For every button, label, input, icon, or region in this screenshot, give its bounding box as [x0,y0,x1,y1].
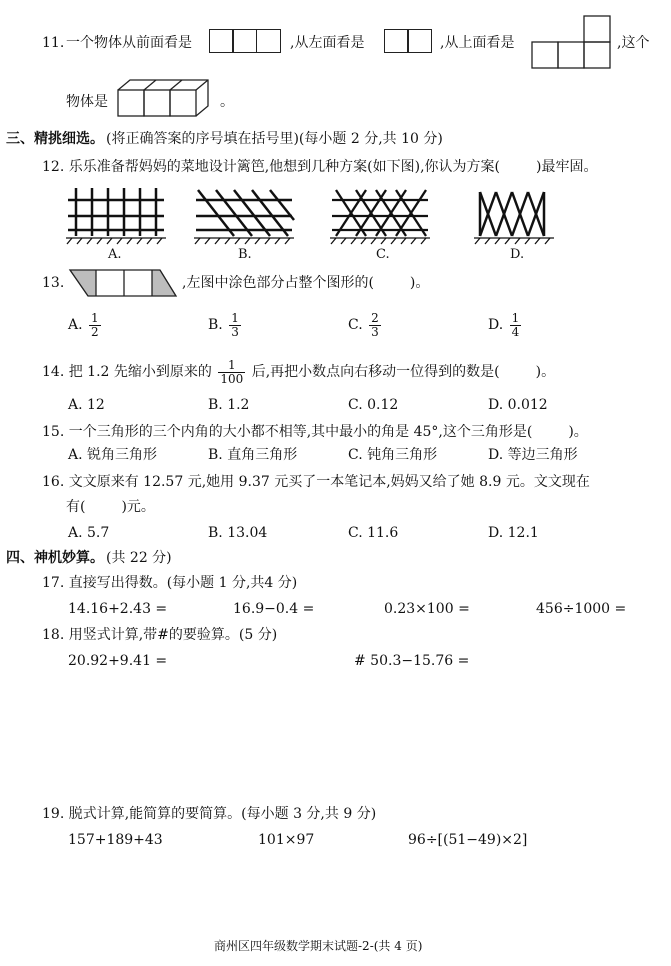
q17-item: 456÷1000 = [536,601,627,617]
fence-d-label: D. [510,247,525,262]
fence-b-label: B. [238,247,252,262]
page-footer: 商州区四年级数学期末试题-2-(共 4 页) [214,939,423,953]
q16-option-a: A. 5.7 [68,525,110,541]
fence-a-figure [62,186,172,246]
q17-item: 14.16+2.43 = [68,601,168,617]
q15-option-d: D. 等边三角形 [488,447,578,463]
q14-text: 14. 把 1.2 先缩小到原来的 $\frac{1}{100}$ 后,再把小数点向右移动一位得到的数是( )。 [42,358,556,386]
q11-number: 11. [42,35,65,51]
q14-option-a: A. 12 [68,397,105,413]
q19-text: 19. 脱式计算,能简算的要简算。(每小题 3 分,共 9 分) [42,806,377,822]
q11-text-top: ,从上面看是 [440,35,515,51]
q14-option-b: B. 1.2 [208,397,250,413]
q17-item: 16.9−0.4 = [233,601,315,617]
q13-option-d: D. $\frac{1}{4}$ [488,311,520,339]
q17-item: 0.23×100 = [384,601,470,617]
q11-text-left: ,从左面看是 [290,35,365,51]
q13-text: ,左图中涂色部分占整个图形的( )。 [182,275,430,291]
section4-desc: (共 22 分) [106,550,172,566]
q15-text: 15. 一个三角形的三个内角的大小都不相等,其中最小的角是 45°,这个三角形是( )。 [42,424,588,440]
q15-option-b: B. 直角三角形 [208,447,298,463]
q16-text: 16. 文文原来有 12.57 元,她用 9.37 元买了一本笔记本,妈妈又给了她 8.9 元。文文现在 [42,474,590,490]
fence-d-figure [470,186,560,246]
solid-figure [116,78,216,120]
q13-option-c: C. $\frac{2}{3}$ [348,311,379,339]
top-view-figure [531,14,613,70]
fence-a-label: A. [108,247,122,262]
q18-item: # 50.3−15.76 = [354,653,470,669]
q18-item: 20.92+9.41 = [68,653,168,669]
q13-number: 13. [42,275,65,291]
q16-option-b: B. 13.04 [208,525,268,541]
q16-option-c: C. 11.6 [348,525,399,541]
q15-option-c: C. 钝角三角形 [348,447,438,463]
q12-text: 12. 乐乐准备帮妈妈的菜地设计篱笆,他想到几种方案(如下图),你认为方案( )最牢固。 [42,159,598,175]
q11-text-this: ,这个 [617,35,650,51]
section3-title: 三、精挑细选。 [6,131,104,147]
q19-item: 157+189+43 [68,832,163,848]
q19-item: 101×97 [258,832,315,848]
q19-item: 96÷[(51−49)×2] [408,832,528,848]
q11-text-object: 物体是 [66,94,108,110]
front-view-figure [210,29,281,53]
parallelogram-figure [68,268,180,298]
left-view-figure [385,29,432,53]
q16-option-d: D. 12.1 [488,525,539,541]
q13-option-b: B. $\frac{1}{3}$ [208,311,239,339]
q14-option-c: C. 0.12 [348,397,399,413]
fence-b-figure [190,186,300,246]
q15-option-a: A. 锐角三角形 [68,447,158,463]
q18-text: 18. 用竖式计算,带#的要验算。(5 分) [42,627,278,643]
q11-text-front: 一个物体从前面看是 [66,35,192,51]
fence-c-label: C. [376,247,390,262]
q13-option-a: A. $\frac{1}{2}$ [68,311,99,339]
section3-desc: (将正确答案的序号填在括号里)(每小题 2 分,共 10 分) [106,131,443,147]
q14-option-d: D. 0.012 [488,397,548,413]
q17-text: 17. 直接写出得数。(每小题 1 分,共4 分) [42,575,298,591]
section4-title: 四、神机妙算。 [6,550,104,566]
fence-c-figure [326,186,436,246]
q16-text-line2: 有( )元。 [66,499,155,515]
q11-period: 。 [220,94,234,110]
